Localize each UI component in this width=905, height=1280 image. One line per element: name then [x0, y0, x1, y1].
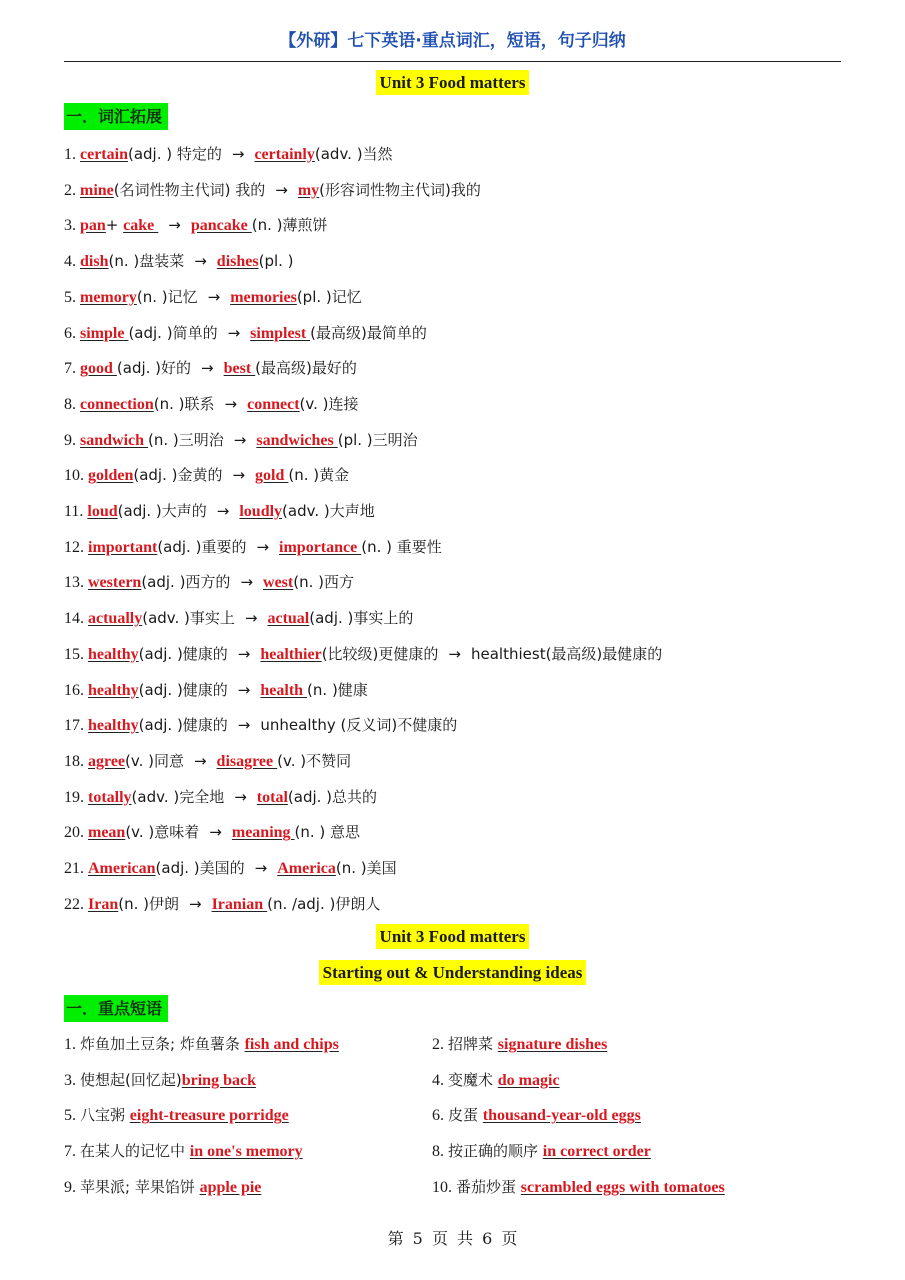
vocab-item: [64, 212, 327, 238]
phrase-chinese: 八宝粥: [80, 1106, 130, 1125]
item-number: 17.: [64, 717, 88, 735]
answer-word: Iran: [88, 895, 119, 913]
item-number: 11.: [64, 503, 88, 520]
word-gloss: (v. )同意: [125, 751, 184, 770]
derived-gloss: (形容词性物主代词)我的: [319, 180, 481, 199]
subtitle-block: [0, 960, 905, 985]
derived-gloss: (n. ) 重要性: [361, 537, 442, 556]
answer-derived-word: disagree: [216, 752, 278, 770]
vocab-item: [64, 248, 294, 274]
derived-gloss: (n. ) 意思: [294, 823, 361, 842]
item-number: 3.: [64, 1071, 80, 1089]
phrase-answer: apple pie: [199, 1178, 262, 1196]
arrow-icon: →: [224, 394, 238, 413]
derived-gloss: (pl. ): [258, 252, 294, 271]
item-number: 1.: [64, 146, 80, 163]
item-number: 10.: [432, 1178, 456, 1196]
arrow-icon: →: [209, 823, 222, 842]
derived-gloss: (n. )薄煎饼: [251, 216, 328, 235]
answer-derived-word: my: [297, 181, 320, 199]
vocab-item: [64, 355, 357, 381]
item-number: 5.: [64, 288, 80, 306]
answer-word: dish: [80, 253, 109, 271]
derived-gloss: (n. )黄金: [288, 466, 350, 485]
header-divider: [64, 61, 841, 62]
item-number: 20.: [64, 824, 88, 842]
item-number: 1.: [64, 1036, 80, 1053]
word-gloss: (adj. )健康的: [138, 716, 228, 735]
unit-title-block: [0, 70, 905, 95]
answer-word: cake: [123, 217, 159, 235]
arrow-icon: →: [237, 644, 251, 663]
word-gloss: (adj. )好的: [116, 359, 192, 378]
answer-word: mean: [88, 824, 126, 842]
item-number: 5.: [64, 1107, 80, 1125]
word-gloss: (n. )联系: [153, 394, 215, 413]
item-number: 4.: [64, 253, 80, 271]
vocab-item: [64, 498, 375, 524]
answer-derived-word: healthier: [260, 645, 322, 663]
derived-gloss: (v. )不赞同: [277, 751, 352, 770]
section-phrases-heading: 一．重点短语: [64, 995, 168, 1022]
item-number: 10.: [64, 467, 88, 485]
word-gloss: +: [105, 216, 124, 235]
item-number: 3.: [64, 217, 80, 235]
derived-gloss: (比较级)更健康的: [321, 644, 439, 663]
item-number: 7.: [64, 360, 80, 378]
item-number: 2.: [432, 1036, 448, 1053]
arrow-icon: →: [233, 430, 247, 449]
phrase-answer: in one's memory: [189, 1143, 303, 1161]
arrow-icon: →: [240, 573, 254, 592]
answer-derived-word: America: [277, 860, 336, 877]
vocab-item: [64, 641, 662, 667]
derived-gloss: (n. )健康: [307, 680, 368, 699]
answer-word: golden: [88, 467, 134, 485]
derived-gloss: (adv. )当然: [314, 145, 393, 163]
word-gloss: (n. )三明治: [148, 430, 224, 449]
phrase-chinese: 苹果派; 苹果馅饼: [80, 1177, 200, 1196]
answer-word: loud: [87, 503, 118, 520]
arrow-icon: →: [194, 252, 207, 271]
phrase-chinese: 炸鱼加土豆条; 炸鱼薯条: [80, 1035, 245, 1053]
answer-derived-word: west: [263, 574, 294, 592]
answer-word: connection: [80, 395, 154, 413]
derived-gloss: (最高级)最好的: [255, 359, 357, 378]
answer-word: mine: [80, 181, 114, 199]
answer-derived-word: memories: [230, 288, 297, 306]
unit-title-block-2: [0, 924, 905, 949]
vocab-item: [64, 284, 362, 310]
arrow-icon: →: [201, 359, 214, 378]
derived-gloss: (n. /adj. )伊朗人: [267, 894, 381, 913]
word-gloss: (adv. )事实上: [142, 609, 235, 628]
item-number: 13.: [64, 574, 88, 592]
phrase-item: [64, 1067, 256, 1093]
arrow-icon: →: [237, 680, 251, 699]
arrow-icon: →: [234, 787, 247, 806]
vocab-item: [64, 784, 377, 810]
arrow-icon: →: [448, 644, 461, 663]
phrase-chinese: 招牌菜: [448, 1035, 498, 1053]
page-header: 【外研】七下英语·重点词汇，短语，句子归纳: [279, 31, 626, 51]
item-number: 12.: [64, 538, 88, 556]
answer-word: sandwich: [80, 431, 149, 449]
word-gloss: (n. )记忆: [136, 287, 198, 306]
phrase-item: [432, 1174, 725, 1200]
arrow-icon: →: [256, 537, 270, 556]
vocab-item: [64, 569, 354, 595]
arrow-icon: →: [275, 180, 288, 199]
vocab-item: [64, 177, 481, 203]
answer-word: western: [88, 574, 142, 592]
answer-word: healthy: [88, 717, 139, 735]
arrow-icon: →: [168, 216, 181, 235]
vocab-item: [64, 391, 359, 417]
phrase-answer: do magic: [497, 1071, 560, 1089]
derived-gloss: (adj. )事实上的: [309, 609, 414, 628]
item-number: 16.: [64, 681, 88, 699]
derived-gloss: (v. )连接: [299, 394, 359, 413]
derived-plain: unhealthy (反义词)不健康的: [260, 716, 458, 735]
unit-title-2: Unit 3 Food matters: [376, 924, 530, 949]
vocab-item: [64, 855, 397, 881]
item-number: 15.: [64, 645, 88, 663]
page-footer: 第 5 页 共 6 页: [387, 1229, 518, 1248]
derived-gloss: (最高级)最简单的: [310, 323, 427, 342]
word-gloss: (adj. )美国的: [155, 859, 245, 877]
vocab-item: [64, 891, 380, 917]
answer-word: memory: [80, 288, 137, 306]
arrow-icon: →: [254, 859, 268, 877]
vocab-item: [64, 534, 442, 560]
answer-derived-word: Iranian: [211, 895, 268, 913]
vocab-item: [64, 712, 457, 738]
answer-word: certain: [80, 146, 128, 163]
derived-gloss: (pl. )三明治: [337, 430, 418, 449]
phrase-item: [64, 1138, 303, 1164]
word-gloss: (adv. )完全地: [131, 787, 225, 806]
arrow-icon: →: [188, 894, 202, 913]
vocab-item: [64, 427, 418, 453]
item-number: 22.: [64, 895, 88, 913]
phrase-item: [432, 1067, 560, 1093]
item-number: 9.: [64, 431, 80, 449]
section-subtitle: Starting out & Understanding ideas: [319, 960, 587, 985]
phrase-item: [432, 1031, 607, 1057]
word-gloss: (n. )伊朗: [118, 894, 179, 913]
word-gloss: (名词性物主代词) 我的: [113, 180, 266, 199]
answer-derived-word: simplest: [250, 324, 311, 342]
item-number: 6.: [64, 324, 80, 342]
word-gloss: (adj. )大声的: [117, 502, 207, 520]
answer-word: simple: [80, 324, 129, 342]
word-gloss: (adj. )健康的: [138, 680, 228, 699]
word-gloss: (adj. )金黄的: [133, 466, 223, 485]
derived-gloss: (n. )西方: [293, 573, 354, 592]
derived-gloss: (pl. )记忆: [296, 287, 362, 306]
answer-derived-word: best: [223, 360, 256, 378]
item-number: 8.: [64, 395, 80, 413]
answer-derived-word: actual: [267, 610, 310, 628]
item-number: 6.: [432, 1107, 448, 1125]
answer-derived-word: gold: [255, 467, 289, 485]
item-number: 19.: [64, 788, 88, 806]
derived-gloss: (adj. )总共的: [287, 787, 378, 806]
phrase-answer: thousand-year-old eggs: [482, 1107, 641, 1125]
vocab-item: [64, 141, 393, 167]
arrow-icon: →: [237, 716, 251, 735]
arrow-icon: →: [216, 502, 230, 520]
word-gloss: (adj. ) 特定的: [127, 145, 222, 163]
answer-derived-word: pancake: [190, 217, 252, 235]
answer-derived-word: sandwiches: [256, 431, 338, 449]
answer-derived-word: total: [256, 788, 288, 806]
arrow-icon: →: [231, 145, 245, 163]
word-gloss: (adj. )简单的: [128, 323, 218, 342]
word-gloss: (adj. )重要的: [157, 537, 247, 556]
answer-word: healthy: [88, 681, 139, 699]
phrase-answer: scrambled eggs with tomatoes: [520, 1178, 725, 1196]
phrase-chinese: 变魔术: [448, 1070, 498, 1089]
phrase-chinese: 按正确的顺序: [448, 1142, 543, 1161]
answer-word: pan: [80, 217, 106, 235]
vocab-item: [64, 605, 413, 631]
phrase-item: [64, 1174, 261, 1200]
derived-gloss: (n. )美国: [335, 859, 397, 877]
word-gloss: (n. )盘装菜: [108, 252, 185, 271]
phrase-item: [64, 1102, 289, 1128]
arrow-icon: →: [244, 609, 258, 628]
vocab-item: [64, 677, 368, 703]
item-number: 9.: [64, 1178, 80, 1196]
item-number: 4.: [432, 1071, 448, 1089]
phrase-item: [64, 1031, 339, 1057]
phrase-chinese: 在某人的记忆中: [80, 1142, 190, 1161]
answer-derived-word: health: [260, 681, 308, 699]
derived-gloss: (adv. )大声地: [282, 502, 375, 520]
answer-derived-word: certainly: [254, 146, 315, 163]
answer-word: good: [80, 360, 117, 378]
phrase-chinese: 番茄炒蛋: [456, 1177, 521, 1196]
item-number: 2.: [64, 181, 80, 199]
section-vocab-heading: 一．词汇拓展: [64, 103, 168, 130]
answer-word: totally: [88, 788, 132, 806]
phrase-answer: signature dishes: [497, 1036, 608, 1053]
extra-form: healthiest(最高级)最健康的: [471, 644, 663, 663]
vocab-item: [64, 819, 360, 845]
phrase-chinese: 皮蛋: [448, 1106, 483, 1125]
vocab-item: [64, 320, 427, 346]
answer-derived-word: importance: [279, 538, 362, 556]
phrase-answer: fish and chips: [244, 1036, 339, 1053]
item-number: 18.: [64, 752, 88, 770]
item-number: 21.: [64, 860, 88, 877]
answer-derived-word: dishes: [216, 253, 259, 271]
answer-word: important: [88, 538, 158, 556]
answer-derived-word: connect: [247, 395, 300, 413]
phrase-answer: eight-treasure porridge: [129, 1107, 289, 1125]
phrase-answer: bring back: [181, 1071, 256, 1089]
item-number: 7.: [64, 1143, 80, 1161]
arrow-icon: →: [232, 466, 246, 485]
phrase-item: [432, 1138, 651, 1164]
word-gloss: (adj. )健康的: [138, 644, 228, 663]
phrase-answer: in correct order: [542, 1143, 651, 1161]
item-number: 14.: [64, 610, 88, 628]
word-gloss: (adj. )西方的: [141, 573, 231, 592]
word-gloss: (v. )意味着: [125, 823, 200, 842]
answer-word: agree: [88, 752, 126, 770]
answer-word: actually: [88, 610, 143, 628]
phrase-item: [432, 1102, 641, 1128]
vocab-item: [64, 462, 349, 488]
answer-derived-word: loudly: [239, 503, 283, 520]
arrow-icon: →: [193, 751, 207, 770]
answer-word: healthy: [88, 645, 139, 663]
item-number: 8.: [432, 1143, 448, 1161]
unit-title: Unit 3 Food matters: [376, 70, 530, 95]
arrow-icon: →: [207, 287, 221, 306]
arrow-icon: →: [227, 323, 241, 342]
phrase-chinese: 使想起(回忆起): [80, 1070, 182, 1089]
answer-derived-word: meaning: [231, 824, 295, 842]
vocab-item: [64, 748, 351, 774]
answer-word: American: [88, 860, 156, 877]
